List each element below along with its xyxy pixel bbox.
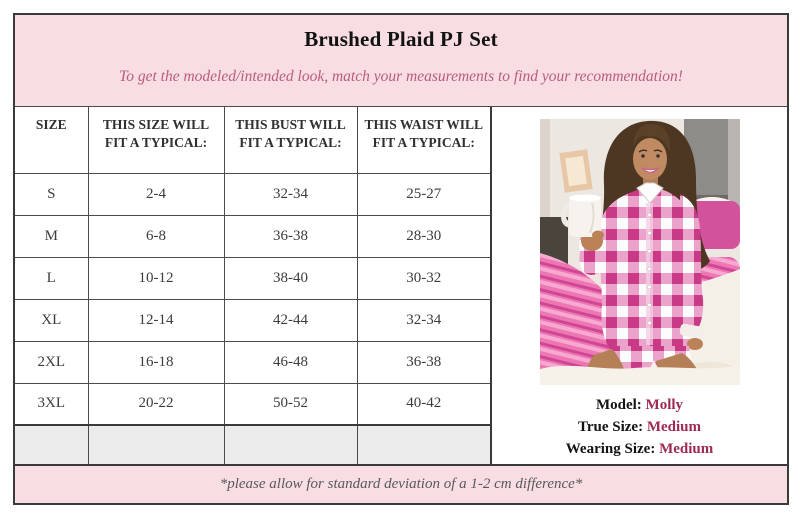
cell-size: L <box>15 257 88 299</box>
size-table <box>15 107 490 470</box>
cell-size: M <box>15 215 88 257</box>
size-table-container <box>15 107 490 464</box>
table-row <box>15 173 490 215</box>
cell-bust: 46-48 <box>224 341 357 383</box>
cell-typical: 2-4 <box>88 173 224 215</box>
column-header-typical: THIS SIZE WILL FIT A TYPICAL: <box>88 107 224 173</box>
table-row <box>15 257 490 299</box>
cell-waist: 36-38 <box>357 341 490 383</box>
cell-waist: 32-34 <box>357 299 490 341</box>
cell-bust: 32-34 <box>224 173 357 215</box>
cell-waist: 40-42 <box>357 383 490 425</box>
column-header-size: SIZE <box>15 107 88 173</box>
cell-bust: 36-38 <box>224 215 357 257</box>
model-label: Model: <box>595 397 642 413</box>
cell-size: 3XL <box>15 383 88 425</box>
cell-typical: 16-18 <box>88 341 224 383</box>
model-value: Molly <box>645 397 684 413</box>
recommendation-note: To get the modeled/intended look, match your measurements to find your recommendation! <box>119 68 683 85</box>
cell-size: 2XL <box>15 341 88 383</box>
cell-waist: 30-32 <box>357 257 490 299</box>
wearing-size-label: Wearing Size: <box>565 441 656 457</box>
cell-bust: 50-52 <box>224 383 357 425</box>
model-info <box>566 394 714 460</box>
size-chart-card <box>13 13 789 505</box>
cell-typical: 10-12 <box>88 257 224 299</box>
cell-bust: 38-40 <box>224 257 357 299</box>
table-row <box>15 383 490 425</box>
footnote-text: *please allow for standard deviation of a 1-2 cm difference* <box>219 476 583 492</box>
table-row <box>15 341 490 383</box>
deviation-footnote <box>15 464 787 503</box>
table-row <box>15 215 490 257</box>
model-photo-panel <box>490 107 787 464</box>
wearing-size-line <box>566 438 714 460</box>
page-title: Brushed Plaid PJ Set <box>304 27 498 51</box>
table-header-row <box>15 107 490 173</box>
cell-typical: 12-14 <box>88 299 224 341</box>
cell-size: S <box>15 173 88 215</box>
true-size-value: Medium <box>646 419 702 435</box>
cell-size: XL <box>15 299 88 341</box>
cell-typical: 20-22 <box>88 383 224 425</box>
cell-waist: 28-30 <box>357 215 490 257</box>
cell-waist: 25-27 <box>357 173 490 215</box>
model-photo <box>540 119 740 385</box>
true-size-line <box>566 416 714 438</box>
chart-header <box>15 15 787 107</box>
model-name-line <box>566 394 714 416</box>
wearing-size-value: Medium <box>659 441 714 457</box>
column-header-bust: THIS BUST WILL FIT A TYPICAL: <box>224 107 357 173</box>
chart-body <box>15 107 787 464</box>
table-row <box>15 299 490 341</box>
cell-typical: 6-8 <box>88 215 224 257</box>
cell-bust: 42-44 <box>224 299 357 341</box>
column-header-waist: THIS WAIST WILL FIT A TYPICAL: <box>357 107 490 173</box>
true-size-label: True Size: <box>577 419 644 435</box>
